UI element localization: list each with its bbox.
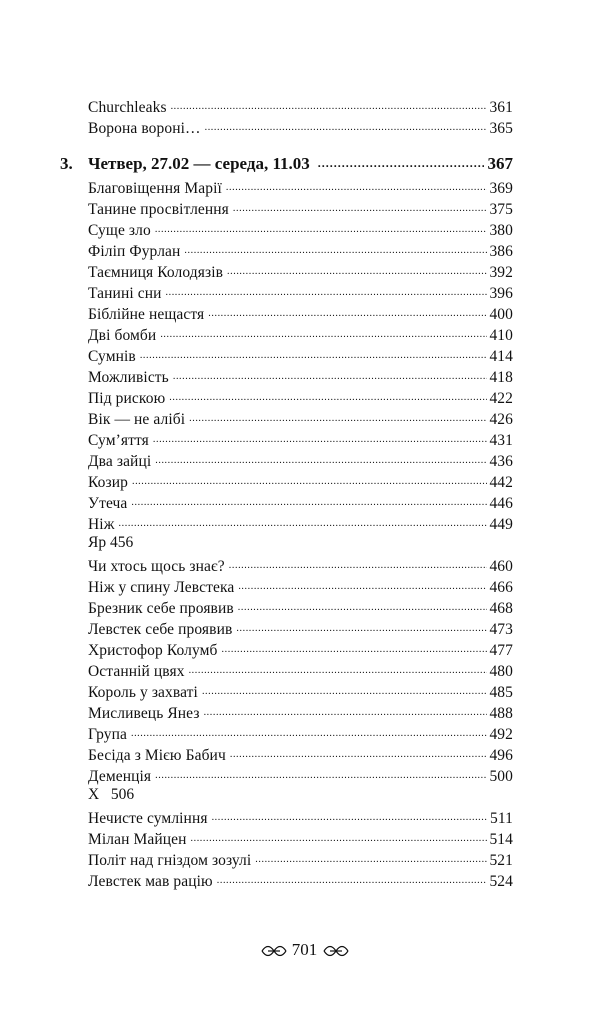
toc-entry-title: Дві бомби bbox=[88, 326, 157, 344]
toc-entry-page: 524 bbox=[489, 872, 513, 890]
toc-entry bbox=[88, 511, 513, 532]
ornament-right-icon bbox=[322, 944, 350, 958]
toc-entry-page: 361 bbox=[489, 98, 513, 116]
dot-leader bbox=[191, 834, 488, 844]
toc-entry bbox=[88, 115, 513, 136]
toc-entry-title: Чи хтось щось знає? bbox=[88, 557, 225, 575]
dot-leader bbox=[140, 351, 488, 361]
dot-leader bbox=[202, 687, 487, 697]
dot-leader bbox=[229, 561, 488, 571]
section-number: 3. bbox=[60, 154, 73, 173]
toc-entry-title: Політ над гніздом зозулі bbox=[88, 851, 252, 869]
toc-entry-page: 492 bbox=[489, 725, 513, 743]
section-title: Четвер, 27.02 — середа, 11.03 bbox=[88, 154, 310, 173]
toc-entry-title: Сум’яття bbox=[88, 431, 149, 449]
dot-leader bbox=[255, 855, 487, 865]
dot-leader bbox=[236, 624, 487, 634]
toc-entry-title: Таємниця Колодязів bbox=[88, 263, 224, 281]
toc-entry-page: 480 bbox=[489, 662, 513, 680]
dot-leader bbox=[153, 435, 488, 445]
toc-section-heading bbox=[60, 150, 513, 174]
toc-entry-title: Мисливець Янез bbox=[88, 704, 200, 722]
dot-leader bbox=[227, 267, 487, 277]
toc-entry bbox=[88, 301, 513, 322]
dot-leader bbox=[166, 288, 488, 298]
toc-entry-title: Вік — не алібі bbox=[88, 410, 186, 428]
toc-entry-page: 511 bbox=[490, 809, 513, 827]
toc-entry bbox=[88, 427, 513, 448]
dot-leader bbox=[184, 246, 487, 256]
toc-entry-title: Танині сни bbox=[88, 284, 162, 302]
toc-entry-title: Утеча bbox=[88, 494, 128, 512]
toc-entry bbox=[88, 679, 513, 700]
toc-entry-title: Мілан Майцен bbox=[88, 830, 187, 848]
dot-leader bbox=[155, 456, 487, 466]
toc-entry bbox=[88, 616, 513, 637]
ornament-left-icon bbox=[260, 944, 288, 958]
toc-entry bbox=[88, 826, 513, 847]
toc-entry-page: 500 bbox=[489, 767, 513, 785]
dot-leader bbox=[233, 204, 488, 214]
toc-entry-page: 473 bbox=[489, 620, 513, 638]
toc-entry-plain: Яр 456 bbox=[88, 534, 134, 551]
toc-entry-title: Христофор Колумб bbox=[88, 641, 218, 659]
toc-entry-title: Бесіда з Мією Бабич bbox=[88, 746, 226, 764]
dot-leader bbox=[155, 225, 488, 235]
toc-entry bbox=[88, 94, 513, 115]
toc-entry-page: 449 bbox=[489, 515, 513, 533]
toc-entry bbox=[88, 364, 513, 385]
toc-entry-page: 466 bbox=[489, 578, 513, 596]
toc-entry bbox=[88, 868, 513, 889]
dot-leader bbox=[230, 750, 488, 760]
dot-leader bbox=[119, 519, 488, 529]
toc-entry-page: 422 bbox=[489, 389, 513, 407]
dot-leader bbox=[226, 183, 488, 193]
dot-leader bbox=[131, 498, 487, 508]
dot-leader bbox=[131, 729, 487, 739]
page-folio bbox=[0, 940, 609, 960]
toc-entry-page: 442 bbox=[489, 473, 513, 491]
dot-leader bbox=[222, 645, 488, 655]
toc-entry-title: Група bbox=[88, 725, 127, 743]
dot-leader bbox=[173, 372, 488, 382]
dot-leader bbox=[132, 477, 487, 487]
dot-leader bbox=[205, 123, 488, 133]
toc-entry-page: 468 bbox=[489, 599, 513, 617]
toc-entry-page: 488 bbox=[489, 704, 513, 722]
dot-leader bbox=[189, 414, 487, 424]
toc-entry-title: Можливість bbox=[88, 368, 169, 386]
toc-entry-page: 410 bbox=[489, 326, 513, 344]
toc-entry bbox=[88, 175, 513, 196]
toc-entry-page: 431 bbox=[489, 431, 513, 449]
toc-entry bbox=[88, 343, 513, 364]
toc-entry bbox=[88, 406, 513, 427]
toc-entry bbox=[88, 259, 513, 280]
toc-entry bbox=[88, 238, 513, 259]
dot-leader bbox=[318, 156, 484, 171]
toc-entry-title: Під рискою bbox=[88, 389, 166, 407]
toc-entry bbox=[88, 385, 513, 406]
toc-entry-title: Танине просвітлення bbox=[88, 200, 229, 218]
toc-entry-page: 485 bbox=[489, 683, 513, 701]
toc-entry-page: 496 bbox=[489, 746, 513, 764]
toc-entry-page: 460 bbox=[489, 557, 513, 575]
toc-entry-page: 477 bbox=[489, 641, 513, 659]
toc-entry-title: Ніж у спину Левстека bbox=[88, 578, 235, 596]
page-number: 701 bbox=[291, 940, 318, 959]
toc-entry-title: Сумнів bbox=[88, 347, 136, 365]
dot-leader bbox=[171, 102, 488, 112]
toc-entry-title: Churchleaks bbox=[88, 98, 167, 116]
toc-entry-title: Біблійне нещастя bbox=[88, 305, 205, 323]
toc-entry-title: Благовіщення Марії bbox=[88, 179, 222, 197]
toc-entry-title: Останній цвях bbox=[88, 662, 185, 680]
dot-leader bbox=[217, 876, 488, 886]
dot-leader bbox=[238, 603, 488, 613]
toc-entry-page: 380 bbox=[489, 221, 513, 239]
toc-entry-title: Левстек себе проявив bbox=[88, 620, 233, 638]
dot-leader bbox=[155, 771, 487, 781]
toc-entry bbox=[88, 322, 513, 343]
dot-leader bbox=[169, 393, 487, 403]
toc-entry-page: 386 bbox=[489, 242, 513, 260]
toc-entry bbox=[88, 742, 513, 763]
toc-entry-page: 446 bbox=[489, 494, 513, 512]
toc-entry bbox=[88, 637, 513, 658]
toc-entry-title: Козир bbox=[88, 473, 128, 491]
toc-entry bbox=[88, 217, 513, 238]
toc-entry bbox=[88, 595, 513, 616]
toc-entry bbox=[88, 847, 513, 868]
toc-entry-page: 436 bbox=[489, 452, 513, 470]
toc-entry-page: 514 bbox=[489, 830, 513, 848]
toc-entry-page: 396 bbox=[489, 284, 513, 302]
dot-leader bbox=[212, 813, 488, 823]
toc-entry-title: Ворона вороні… bbox=[88, 119, 201, 137]
toc-entry-page: 365 bbox=[489, 119, 513, 137]
toc-entry-title: Філіп Фурлан bbox=[88, 242, 181, 260]
toc-entry bbox=[88, 763, 513, 784]
toc-entry-title: Суще зло bbox=[88, 221, 151, 239]
dot-leader bbox=[238, 582, 487, 592]
toc-entry bbox=[88, 700, 513, 721]
toc-entry-page: 392 bbox=[489, 263, 513, 281]
toc-entry-plain: Х 506 bbox=[88, 786, 135, 803]
section-page: 367 bbox=[487, 154, 513, 173]
toc-entry bbox=[88, 469, 513, 490]
dot-leader bbox=[208, 309, 487, 319]
toc-entry-page: 375 bbox=[489, 200, 513, 218]
toc-entry-page: 418 bbox=[489, 368, 513, 386]
toc-entry bbox=[88, 280, 513, 301]
toc-entry-title: Два зайці bbox=[88, 452, 152, 470]
toc-entry-page: 369 bbox=[489, 179, 513, 197]
toc-entry bbox=[88, 721, 513, 742]
toc-entry-page: 414 bbox=[489, 347, 513, 365]
dot-leader bbox=[189, 666, 488, 676]
toc-entry-title: Нечисте сумління bbox=[88, 809, 208, 827]
toc-entry-title: Деменція bbox=[88, 767, 152, 785]
toc-entry bbox=[88, 196, 513, 217]
toc-entry bbox=[88, 448, 513, 469]
toc-entry-title: Левстек мав рацію bbox=[88, 872, 213, 890]
toc-entry bbox=[88, 658, 513, 679]
dot-leader bbox=[160, 330, 487, 340]
toc-entry bbox=[88, 490, 513, 511]
toc-entry-title: Брезник себе проявив bbox=[88, 599, 234, 617]
toc-entry-page: 426 bbox=[489, 410, 513, 428]
toc-entry-title: Король у захваті bbox=[88, 683, 198, 701]
toc-entry-page: 521 bbox=[489, 851, 513, 869]
toc-entry bbox=[88, 553, 513, 574]
dot-leader bbox=[204, 708, 488, 718]
toc-entry bbox=[88, 574, 513, 595]
toc-entry-page: 400 bbox=[489, 305, 513, 323]
toc-entry bbox=[88, 805, 513, 826]
toc-entry-title: Ніж bbox=[88, 515, 115, 533]
